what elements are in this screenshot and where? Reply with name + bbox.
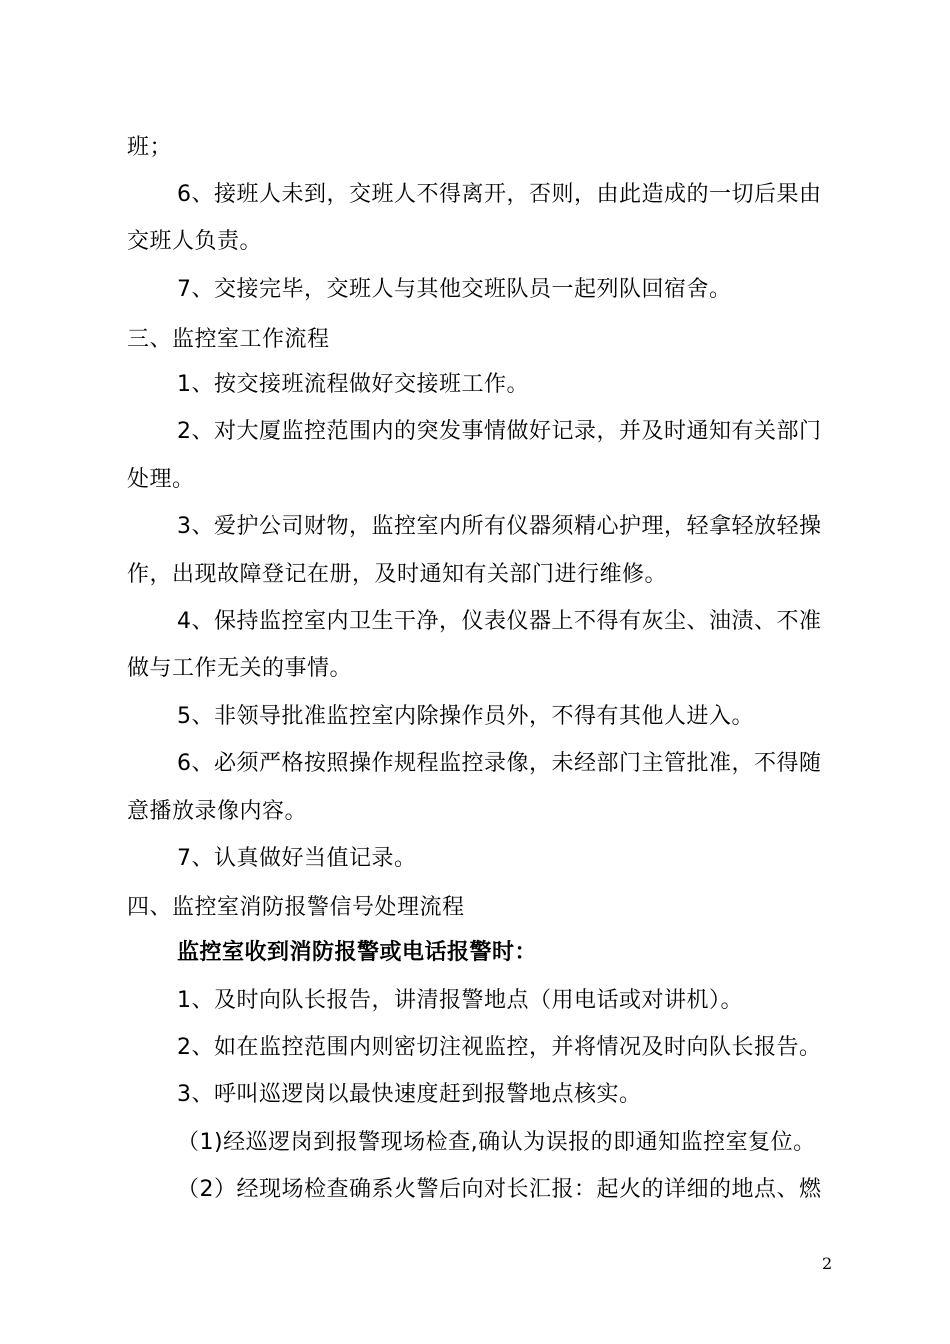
text-line-13: 5、非领导批准监控室内除操作员外，不得有其他人进入。: [177, 704, 754, 729]
text-line-7: 2、对大厦监控范围内的突发事情做好记录，并及时通知有关部门: [177, 419, 822, 444]
text-line-6: 1、按交接班流程做好交接班工作。: [177, 372, 529, 397]
text-line-22: （1)经巡逻岗到报警现场检查,确认为误报的即通知监控室复位。: [177, 1130, 816, 1155]
text-line-1: 班；: [127, 135, 173, 160]
text-line-15: 意播放录像内容。: [127, 799, 308, 824]
page-number: 2: [822, 1254, 833, 1273]
text-line-8: 处理。: [127, 467, 195, 492]
text-line-3: 交班人负责。: [127, 229, 263, 254]
text-line-21: 3、呼叫巡逻岗以最快速度赶到报警地点核实。: [177, 1082, 642, 1107]
text-line-11: 4、保持监控室内卫生干净，仪表仪器上不得有灰尘、油渍、不准: [177, 609, 822, 634]
text-line-12: 做与工作无关的事情。: [127, 656, 353, 681]
text-line-4: 7、交接完毕，交班人与其他交班队员一起列队回宿舍。: [177, 277, 732, 302]
text-line-10: 作，出现故障登记在册，及时通知有关部门进行维修。: [127, 562, 668, 587]
text-line-20: 2、如在监控范围内则密切注视监控，并将情况及时向队长报告。: [177, 1035, 822, 1060]
text-line-2: 6、接班人未到，交班人不得离开，否则，由此造成的一切后果由: [177, 182, 822, 207]
section-heading-4: 四、监控室消防报警信号处理流程: [127, 895, 465, 920]
text-line-9: 3、爱护公司财物，监控室内所有仪器须精心护理，轻拿轻放轻操: [177, 514, 822, 539]
text-line-19: 1、及时向队长报告，讲清报警地点（用电话或对讲机）。: [177, 988, 743, 1013]
text-line-16: 7、认真做好当值记录。: [177, 846, 417, 871]
text-line-23: （2）经现场检查确系火警后向对长汇报：起火的详细的地点、燃: [177, 1177, 822, 1202]
text-line-14: 6、必须严格按照操作规程监控录像，未经部门主管批准，不得随: [177, 751, 822, 776]
bold-subheading: 监控室收到消防报警或电话报警时：: [177, 940, 538, 965]
section-heading-3: 三、监控室工作流程: [127, 327, 330, 352]
